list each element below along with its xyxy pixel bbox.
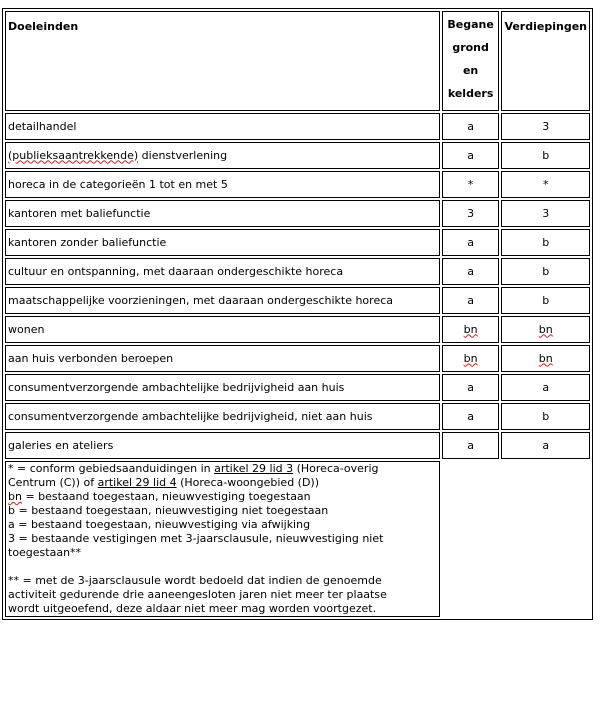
header-row — [5, 11, 590, 111]
row-label: kantoren zonder baliefunctie — [5, 229, 440, 256]
row-label-prefix: (publieksaantrekkende) — [8, 148, 139, 162]
note-3-line-2: toegestaan** — [8, 546, 82, 559]
header-begane-line-3: en — [462, 64, 479, 77]
doeleinden-table — [2, 8, 593, 620]
row-label: kantoren met baliefunctie — [5, 200, 440, 227]
row-verdiepingen-value: 3 — [501, 200, 590, 227]
note-a-line: a = bestaand toegestaan, nieuwvestiging via afwijking — [8, 518, 311, 531]
table-row — [5, 403, 590, 430]
row-label: galeries en ateliers — [5, 432, 440, 459]
row-label: consumentverzorgende ambachtelijke bedrijvigheid aan huis — [5, 374, 440, 401]
row-begane-value: a — [442, 229, 500, 256]
note-text: * = conform gebiedsaanduidingen in — [8, 462, 215, 475]
row-verdiepingen-value — [501, 316, 590, 343]
table-row — [5, 171, 590, 198]
row-begane-text: bn — [463, 322, 478, 336]
note-star-line-2 — [8, 476, 437, 490]
note-b-line: b = bestaand toegestaan, nieuwvestiging niet toegestaan — [8, 504, 329, 517]
header-verdiepingen — [501, 11, 590, 111]
row-verdiepingen-text: bn — [538, 322, 553, 336]
table-row — [5, 113, 590, 140]
note-star-line-1 — [8, 462, 437, 476]
legend-row — [5, 461, 590, 617]
row-begane-value — [442, 316, 500, 343]
row-label: aan huis verbonden beroepen — [5, 345, 440, 372]
table-row — [5, 229, 590, 256]
row-label: detailhandel — [5, 113, 440, 140]
row-verdiepingen-value: b — [501, 287, 590, 314]
legend-notes — [5, 461, 440, 617]
row-begane-value: a — [442, 403, 500, 430]
note-text: (Horeca-overig — [293, 462, 379, 475]
row-label: consumentverzorgende ambachtelijke bedrijvigheid, niet aan huis — [5, 403, 440, 430]
row-begane-value: a — [442, 142, 500, 169]
row-begane-value: 3 — [442, 200, 500, 227]
row-begane-value: a — [442, 258, 500, 285]
artikel-29-lid-3-link[interactable]: artikel 29 lid 3 — [214, 462, 294, 475]
row-label — [5, 142, 440, 169]
row-label: cultuur en ontspanning, met daaraan ondergeschikte horeca — [5, 258, 440, 285]
row-verdiepingen-value: 3 — [501, 113, 590, 140]
header-verdiepingen-label: Verdiepingen — [504, 20, 587, 33]
row-verdiepingen-value — [501, 345, 590, 372]
header-begane-line-2: grond — [452, 41, 489, 54]
note-text: Centrum (C)) of — [8, 476, 98, 489]
table-row — [5, 316, 590, 343]
row-label: horeca in de categorieën 1 tot en met 5 — [5, 171, 440, 198]
note-bn-line — [8, 490, 437, 504]
table-row — [5, 142, 590, 169]
header-begane-grond — [442, 11, 500, 111]
row-verdiepingen-value: b — [501, 403, 590, 430]
table-row — [5, 432, 590, 459]
row-begane-value: a — [442, 287, 500, 314]
note-dstar-line-2: activiteit gedurende drie aaneengesloten jaren niet meer ter plaatse — [8, 588, 387, 601]
note-blank-line — [8, 560, 437, 574]
table-row — [5, 345, 590, 372]
row-verdiepingen-value: b — [501, 258, 590, 285]
note-bn-key: bn — [8, 490, 22, 503]
legend-empty-cell — [442, 461, 590, 617]
note-text: (Horeca-woongebied (D)) — [176, 476, 320, 489]
row-begane-text: bn — [463, 351, 478, 365]
row-verdiepingen-value: b — [501, 142, 590, 169]
row-begane-value: * — [442, 171, 500, 198]
row-label: wonen — [5, 316, 440, 343]
row-begane-value: a — [442, 113, 500, 140]
note-dstar-line-1: ** = met de 3-jaarsclausule wordt bedoeld dat indien de genoemde — [8, 574, 382, 587]
row-label: maatschappelijke voorzieningen, met daaraan ondergeschikte horeca — [5, 287, 440, 314]
row-verdiepingen-value: * — [501, 171, 590, 198]
row-begane-value — [442, 345, 500, 372]
table-row — [5, 287, 590, 314]
row-label-text: dienstverlening — [138, 148, 228, 162]
table-row — [5, 374, 590, 401]
row-verdiepingen-value: a — [501, 374, 590, 401]
note-3-line-1: 3 = bestaande vestigingen met 3-jaarsclausule, nieuwvestiging niet — [8, 532, 384, 545]
artikel-29-lid-4-link[interactable]: artikel 29 lid 4 — [97, 476, 177, 489]
row-begane-value: a — [442, 432, 500, 459]
row-begane-value: a — [442, 374, 500, 401]
table-row — [5, 258, 590, 285]
row-verdiepingen-text: bn — [538, 351, 553, 365]
header-begane-line-1: Begane — [447, 18, 494, 31]
row-verdiepingen-value: b — [501, 229, 590, 256]
header-doeleinden: Doeleinden — [5, 11, 440, 111]
header-begane-line-4: kelders — [447, 87, 494, 100]
table-row — [5, 200, 590, 227]
row-verdiepingen-value: a — [501, 432, 590, 459]
note-dstar-line-3: wordt uitgeoefend, deze aldaar niet meer mag worden voortgezet. — [8, 602, 377, 615]
note-text: = bestaand toegestaan, nieuwvestiging toegestaan — [21, 490, 311, 503]
